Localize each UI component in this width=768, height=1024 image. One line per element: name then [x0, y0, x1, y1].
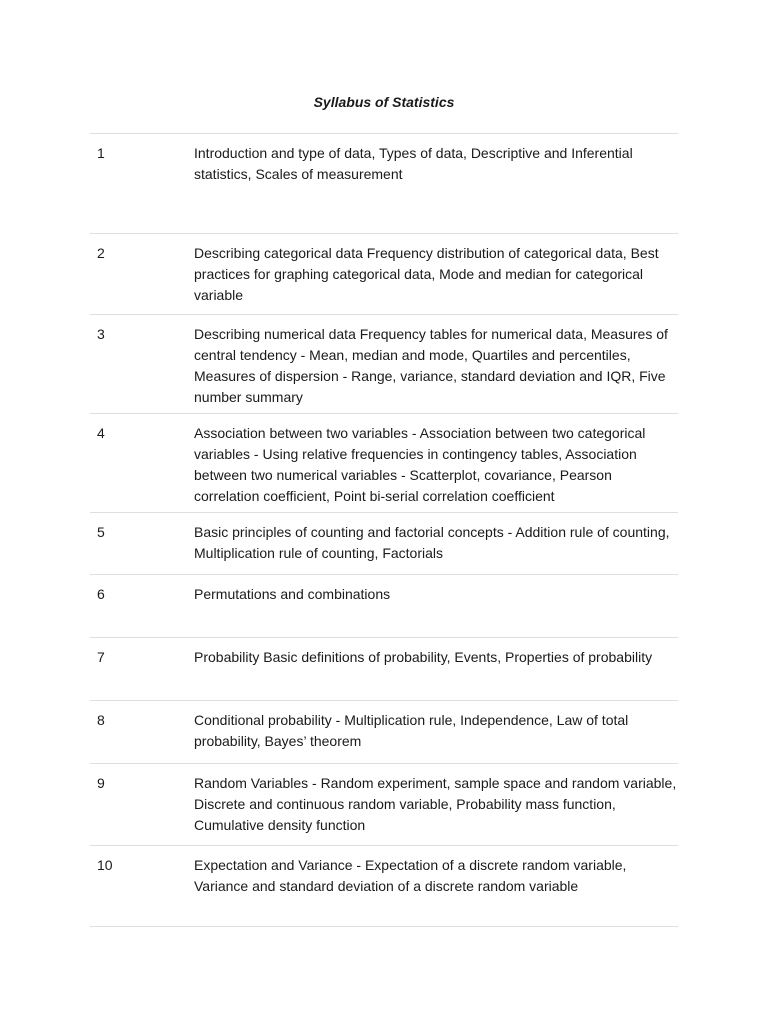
- table-row: [90, 701, 678, 764]
- row-number: 7: [90, 638, 194, 701]
- page-title: Syllabus of Statistics: [313, 94, 455, 110]
- row-topic: Basic principles of counting and factorial concepts - Addition rule of counting, Multiplication rule of counting, Factorials: [194, 513, 678, 575]
- row-topic: Conditional probability - Multiplication rule, Independence, Law of total probability, Bayes’ theorem: [194, 701, 678, 764]
- row-topic: Describing numerical data Frequency tables for numerical data, Measures of central tendency - Mean, median and mode, Quartiles and percentiles, Measures of dispersion - Range, variance, standard deviation and IQR, Five number summary: [194, 315, 678, 414]
- table-row: [90, 134, 678, 234]
- table-row: [90, 234, 678, 315]
- row-topic: Describing categorical data Frequency distribution of categorical data, Best practices for graphing categorical data, Mode and median for categorical variable: [194, 234, 678, 315]
- row-number: 2: [90, 234, 194, 315]
- row-topic: Random Variables - Random experiment, sample space and random variable, Discrete and continuous random variable, Probability mass function, Cumulative density function: [194, 764, 678, 846]
- row-number: 5: [90, 513, 194, 575]
- table-row: [90, 513, 678, 575]
- row-number: 4: [90, 414, 194, 513]
- row-number: 8: [90, 701, 194, 764]
- row-topic: Association between two variables - Association between two categorical variables - Using relative frequencies in contingency tables, Association between two numerical variables - Scatterplot, covariance, Pearson correlation coefficient, Point bi-serial correlation coefficient: [194, 414, 678, 513]
- syllabus-table: [90, 133, 678, 927]
- table-row: [90, 575, 678, 638]
- row-topic: Introduction and type of data, Types of data, Descriptive and Inferential statistics, Scales of measurement: [194, 134, 678, 234]
- table-row: [90, 764, 678, 846]
- table-row: [90, 846, 678, 927]
- row-number: 3: [90, 315, 194, 414]
- row-topic: Expectation and Variance - Expectation of a discrete random variable, Variance and standard deviation of a discrete random variable: [194, 846, 678, 927]
- row-number: 6: [90, 575, 194, 638]
- table-row: [90, 315, 678, 414]
- row-number: 1: [90, 134, 194, 234]
- row-topic: Probability Basic definitions of probability, Events, Properties of probability: [194, 638, 678, 701]
- table-row: [90, 638, 678, 701]
- table-row: [90, 414, 678, 513]
- row-topic: Permutations and combinations: [194, 575, 678, 638]
- row-number: 10: [90, 846, 194, 927]
- row-number: 9: [90, 764, 194, 846]
